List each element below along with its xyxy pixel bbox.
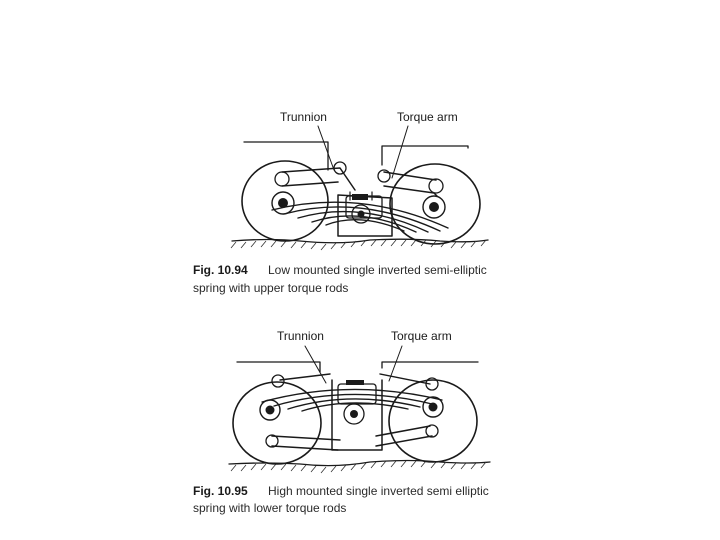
caption-line-1: High mounted single inverted semi elliptic — [268, 484, 489, 498]
chassis-frame-right — [382, 146, 468, 165]
trunnion-leader-line — [318, 126, 334, 170]
left-lower-rod-eye — [266, 435, 278, 447]
trunnion-label: Trunnion — [277, 329, 324, 343]
torque-arm-label: Torque arm — [391, 329, 452, 343]
chassis-frame-right — [382, 362, 478, 368]
figure-caption-10-95 — [193, 484, 248, 498]
trunnion-leader-line — [305, 346, 326, 383]
figure-number: Fig. 10.95 — [193, 484, 248, 498]
upper-torque-rod-left — [282, 168, 355, 190]
figure-caption-10-94 — [193, 263, 248, 277]
trunnion-label: Trunnion — [280, 110, 327, 124]
left-wheel-hub — [272, 192, 294, 214]
figure-10-94 — [193, 110, 488, 295]
figure-number: Fig. 10.94 — [193, 263, 248, 277]
torque-arm-leader-line — [392, 126, 408, 178]
right-rod-eye — [429, 179, 443, 193]
left-rod-eye — [275, 172, 289, 186]
figure-10-95 — [193, 329, 490, 515]
caption-line-1: Low mounted single inverted semi-elliptic — [268, 263, 487, 277]
right-lower-rod-eye — [426, 425, 438, 437]
right-wheel-hub — [423, 196, 445, 218]
left-wheel — [233, 382, 321, 464]
left-wheel-hub — [260, 400, 280, 420]
caption-line-2: spring with upper torque rods — [193, 281, 349, 295]
lower-torque-rod-left — [272, 436, 340, 450]
suspension-drawing-high-mounted — [229, 346, 490, 473]
left-upper-eye — [272, 375, 284, 387]
leaf-spring — [262, 389, 442, 411]
suspension-drawing-low-mounted — [231, 126, 488, 250]
chassis-frame-left — [237, 362, 320, 372]
caption-line-2: spring with lower torque rods — [193, 501, 347, 515]
lower-torque-rod-right — [376, 426, 432, 446]
chassis-frame-left — [244, 142, 328, 170]
torque-arm-label: Torque arm — [397, 110, 458, 124]
trunnion-bracket — [338, 192, 392, 236]
